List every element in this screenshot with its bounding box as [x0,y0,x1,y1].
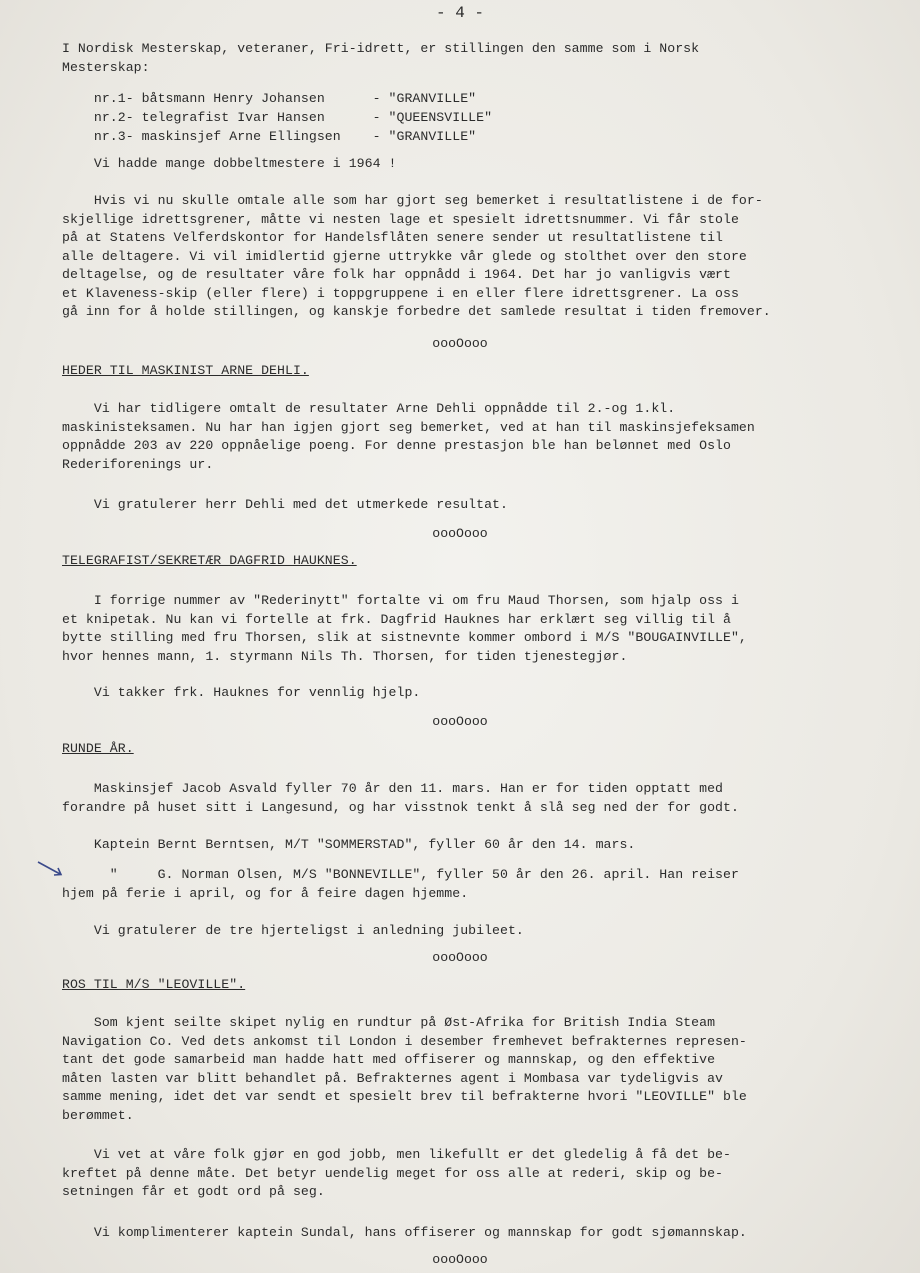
dehli-congrats: Vi gratulerer herr Dehli med det utmerkede resultat. [62,497,508,512]
dehli-paragraph: Vi har tidligere omtalt de resultater Arne Dehli oppnådde til 2.-og 1.kl. maskinisteksamen. Nu har han igjen gjort seg bemerket, ved at han til maskinsjefeksamen oppnådde 203 av 220 oppnåelige poeng. For denne prestasjon ble han belønnet med Oslo Rederiforenings ur. [62,401,755,472]
berntsen-line: Kaptein Bernt Berntsen, M/T "SOMMERSTAD", fyller 60 år den 14. mars. [62,837,636,852]
separator: oooOooo [432,1252,488,1267]
separator: oooOooo [432,714,488,729]
heading-leoville: ROS TIL M/S "LEOVILLE". [62,977,246,992]
olsen-paragraph: " G. Norman Olsen, M/S "BONNEVILLE", fyller 50 år den 26. april. Han reiser hjem på ferie i april, og for å feire dagen hjemme. [62,867,739,901]
heading-dehli: HEDER TIL MASKINIST ARNE DEHLI. [62,363,309,378]
intro-paragraph: I Nordisk Mesterskap, veteraner, Fri-idrett, er stillingen den samme som i Norsk Mesterskap: [62,41,700,75]
asvald-paragraph: Maskinsjef Jacob Asvald fyller 70 år den 11. mars. Han er for tiden opptatt med forandre på huset sitt i Langesund, og har visstnok tenkt å slå seg ned der for godt. [62,781,739,815]
ranking-item-1: nr.1- båtsmann Henry Johansen - "GRANVILLE" [62,91,477,106]
separator: oooOooo [432,526,488,541]
dobbeltmestere-line: Vi hadde mange dobbeltmestere i 1964 ! [62,156,397,171]
separator: oooOooo [432,336,488,351]
handwritten-arrow-icon [36,858,66,880]
heading-runde-ar: RUNDE ÅR. [62,741,134,756]
hauknes-paragraph: I forrige nummer av "Rederinytt" fortalte vi om fru Maud Thorsen, som hjalp oss i et knipetak. Nu kan vi fortelle at frk. Dagfrid Hauknes har erklært seg villig til å bytte stilling med fru Thorsen, slik at sistnevnte kommer ombord i M/S "BOUGAINVILLE", hvor hennes mann, 1. styrmann Nils Th. Thorsen, for tiden tjenestegjør. [62,593,747,664]
ranking-item-2: nr.2- telegrafist Ivar Hansen - "QUEENSVILLE" [62,110,493,125]
resultlists-paragraph: Hvis vi nu skulle omtale alle som har gjort seg bemerket i resultatlistene i de for- skjellige idrettsgrener, måtte vi nesten lage et spesielt idrettsnummer. Vi får stole på at Statens Velferdskontor for Handelsflåten senere sender ut resultatlistene til alle deltagere. Vi vil imidlertid gjerne uttrykke vår glede og stolthet over den store deltagelse, og de resultater våre folk har oppnådd i 1964. Det har jo vanligvis vært et Klaveness-skip (eller flere) i toppgruppene i en eller flere idrettsgrener. La oss gå inn for å holde stillingen, og kanskje forbedre det samlede resultat i tiden fremover. [62,193,771,319]
sundal-compliment: Vi komplimenterer kaptein Sundal, hans offiserer og mannskap for godt sjømannskap. [62,1225,747,1240]
leoville-paragraph: Som kjent seilte skipet nylig en rundtur på Øst-Afrika for British India Steam Navigation Co. Ved dets ankomst til London i desember fremhevet befrakternes represen- tant det gode samarbeid man hadde hatt med offiserer og mannskap, og den effektive måten lasten var blitt behandlet på. Befrakternes agent i Mombasa var tydeligvis av samme mening, idet det var sendt et spesielt brev til befrakterne hvori "LEOVILLE" ble berømmet. [62,1015,747,1123]
page-number: - 4 - [435,4,484,22]
heading-hauknes: TELEGRAFIST/SEKRETÆR DAGFRID HAUKNES. [62,553,357,568]
jubilee-congrats: Vi gratulerer de tre hjerteligst i anledning jubileet. [62,923,524,938]
hauknes-thanks: Vi takker frk. Hauknes for vennlig hjelp. [62,685,421,700]
separator: oooOooo [432,950,488,965]
leoville-affirm-paragraph: Vi vet at våre folk gjør en god jobb, men likefullt er det gledelig å få det be- kreftet på denne måte. Det betyr uendelig meget for oss alle at rederi, skip og be- setningen får et godt ord på seg. [62,1147,731,1199]
ranking-item-3: nr.3- maskinsjef Arne Ellingsen - "GRANVILLE" [62,129,477,144]
